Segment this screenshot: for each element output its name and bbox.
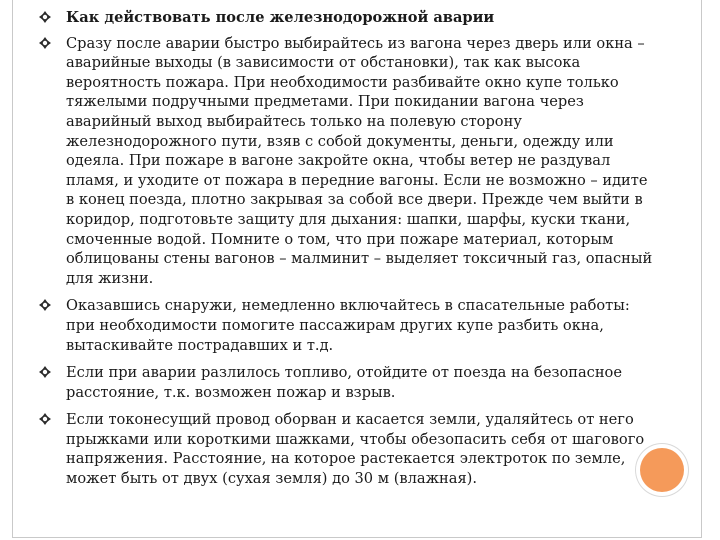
paragraph-item [38, 296, 658, 355]
paragraph-text: Если токонесущий провод оборван и касается земли, удаляйтесь от него прыжками или короткими шажками, чтобы обезопасить себя от шагового напряжения. Расстояние, на которое растекается электроток по земле, может быть от двух (сухая земля) до 30 м (влажная). [66, 411, 645, 488]
paragraph-item [38, 363, 658, 402]
slide-content [38, 8, 658, 497]
paragraph-text: Оказавшись снаружи, немедленно включайтесь в спасательные работы: при необходимости помогите пассажирам других купе разбить окна, вытаскивайте пострадавших и т.д. [66, 297, 630, 354]
paragraph-item [38, 410, 658, 488]
paragraph-text: Если при аварии разлилось топливо, отойдите от поезда на безопасное расстояние, т.к. возможен пожар и взрыв. [66, 364, 622, 401]
heading-item [38, 8, 658, 28]
paragraph-text: Сразу после аварии быстро выбирайтесь из вагона через дверь или окна – аварийные выходы (в зависимости от обстановки), так как высока вероятность пожара. При необходимости разбивайте окно купе только тяжелыми подручными предметами. При покидании вагона через аварийный выход выбирайтесь только на полевую сторону железнодорожного пути, взяв с собой документы, деньги, одежду или одеяла. При пожаре в вагоне закройте окна, чтобы ветер не раздувал пламя, и уходите от пожара в передние вагоны. Если не возможно – идите в конец поезда, плотно закрывая за собой все двери. Прежде чем выйти в коридор, подготовьте защиту для дыхания: шапки, шарфы, куски ткани, смоченные водой. Помните о том, что при пожаре материал, которым облицованы стены вагонов – малминит – выделяет токсичный газ, опасный для жизни. [66, 34, 653, 287]
slide-heading: Как действовать после железнодорожной аварии [66, 9, 495, 26]
paragraph-item [38, 34, 658, 289]
fleuron-bullet-icon [38, 412, 52, 426]
fleuron-bullet-icon [38, 298, 52, 312]
decorative-circle [640, 448, 684, 492]
fleuron-bullet-icon [38, 365, 52, 379]
fleuron-bullet-icon [38, 36, 52, 50]
fleuron-bullet-icon [38, 10, 52, 24]
